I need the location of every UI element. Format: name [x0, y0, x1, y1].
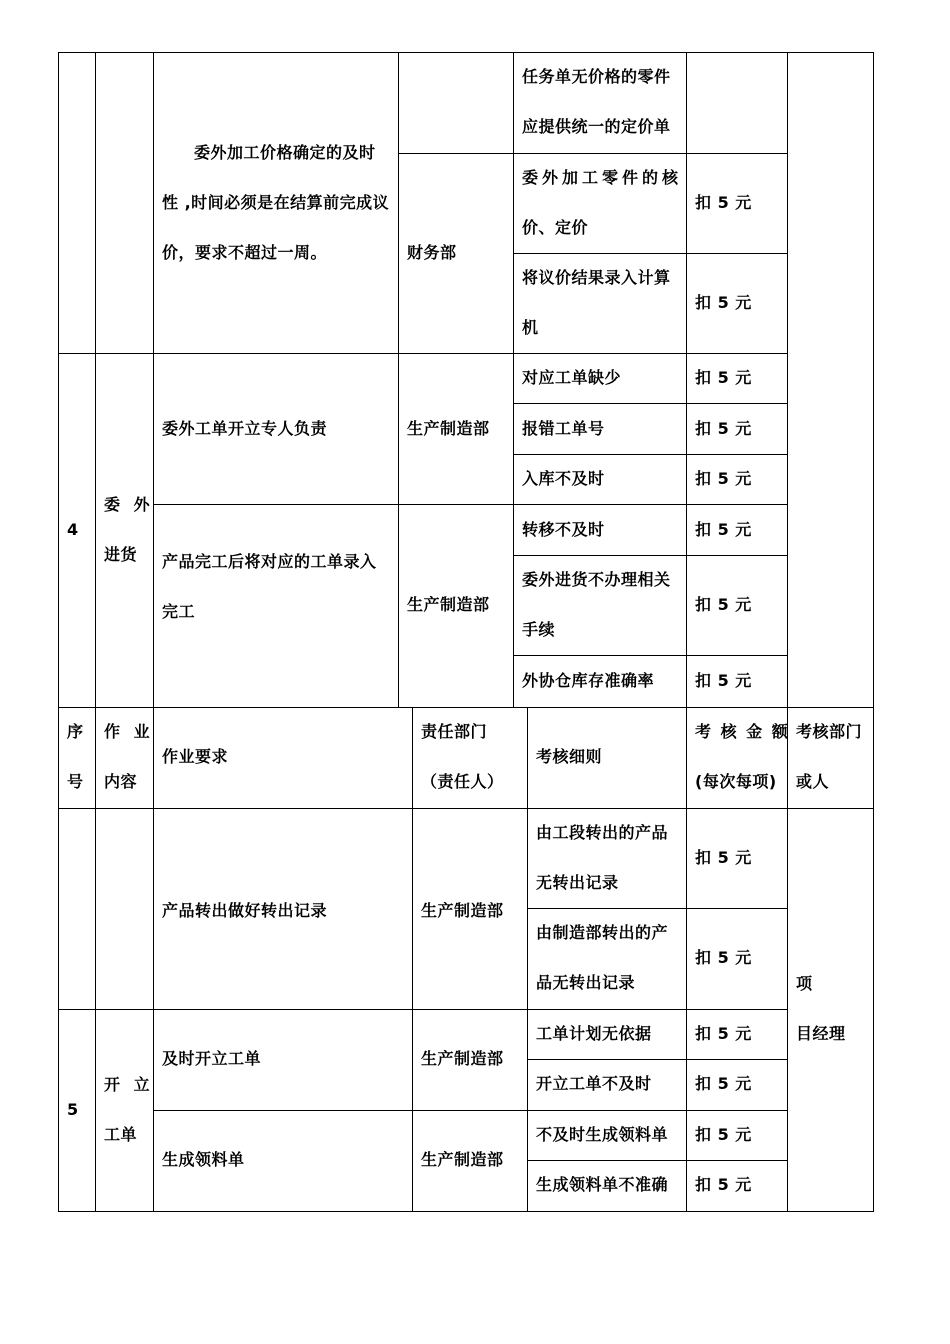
header-amount: (每次每项)	[695, 772, 777, 791]
detail-text: 外协仓库存准确率	[522, 671, 655, 690]
detail-text: 生成领料单不准确	[536, 1175, 669, 1194]
amount-text: 扣 5 元	[695, 193, 752, 212]
requirement-text: 价，要求不超过一周。	[162, 243, 328, 262]
section-number: 4	[67, 520, 79, 539]
header-department: 责任部门	[421, 722, 488, 741]
department-text: 财务部	[407, 243, 457, 262]
requirement-text: 产品完工后将对应的工单录入	[162, 552, 377, 571]
detail-text: 工单计划无依据	[536, 1024, 652, 1043]
amount-text: 扣 5 元	[695, 1074, 752, 1093]
detail-text: 无转出记录	[536, 873, 619, 892]
amount-text: 扣 5 元	[695, 368, 752, 387]
header-content: 作 业	[104, 722, 154, 741]
detail-text: 不及时生成领料单	[536, 1125, 669, 1144]
section-content: 委 外	[104, 495, 154, 514]
detail-text: 价、定价	[522, 218, 589, 237]
amount-text: 扣 5 元	[695, 595, 752, 614]
detail-text: 委外加工零件的核	[522, 168, 683, 187]
amount-text: 扣 5 元	[695, 469, 752, 488]
detail-text: 开立工单不及时	[536, 1074, 652, 1093]
header-assessor: 或人	[796, 772, 830, 791]
requirement-text: 生成领料单	[162, 1150, 245, 1169]
department-text: 生产制造部	[421, 901, 504, 920]
detail-text: 手续	[522, 620, 556, 639]
department-text: 生产制造部	[421, 1049, 504, 1068]
department-text: 生产制造部	[421, 1150, 504, 1169]
detail-text: 应提供统一的定价单	[522, 117, 671, 136]
header-detail: 考核细则	[536, 747, 603, 766]
detail-text: 入库不及时	[522, 469, 605, 488]
requirement-text: 产品转出做好转出记录	[162, 901, 328, 920]
detail-text: 机	[522, 318, 539, 337]
detail-text: 委外进货不办理相关	[522, 570, 671, 589]
detail-text: 报错工单号	[522, 419, 605, 438]
detail-text: 品无转出记录	[536, 973, 636, 992]
header-department: （责任人）	[421, 772, 504, 791]
header-requirement: 作业要求	[162, 747, 229, 766]
header-no: 序	[67, 722, 84, 741]
amount-text: 扣 5 元	[695, 419, 752, 438]
section-content: 进货	[104, 545, 138, 564]
detail-text: 由制造部转出的产	[536, 923, 669, 942]
detail-text: 转移不及时	[522, 520, 605, 539]
department-text: 生产制造部	[407, 419, 490, 438]
amount-text: 扣 5 元	[695, 671, 752, 690]
header-amount: 考 核 金 额	[695, 722, 790, 741]
detail-text: 对应工单缺少	[522, 368, 622, 387]
requirement-text: 委外加工价格确定的及时	[194, 143, 376, 162]
detail-text: 将议价结果录入计算	[522, 268, 671, 287]
header-no: 号	[67, 772, 84, 791]
section-number: 5	[67, 1100, 79, 1119]
amount-text: 扣 5 元	[695, 1125, 752, 1144]
requirement-text: 及时开立工单	[162, 1049, 262, 1068]
header-content: 内容	[104, 772, 138, 791]
amount-text: 扣 5 元	[695, 1175, 752, 1194]
assessor-text: 目经理	[796, 1024, 846, 1043]
amount-text: 扣 5 元	[695, 520, 752, 539]
section-content: 工单	[104, 1125, 138, 1144]
amount-text: 扣 5 元	[695, 1024, 752, 1043]
requirement-text: 委外工单开立专人负责	[162, 419, 328, 438]
amount-text: 扣 5 元	[695, 293, 752, 312]
detail-text: 由工段转出的产品	[536, 823, 669, 842]
assessor-text: 项	[796, 974, 813, 993]
amount-text: 扣 5 元	[695, 948, 752, 967]
header-assessor: 考核部门	[796, 722, 863, 741]
requirement-text: 完工	[162, 602, 196, 621]
department-text: 生产制造部	[407, 595, 490, 614]
amount-text: 扣 5 元	[695, 848, 752, 867]
requirement-text: 性 ,时间必须是在结算前完成议	[162, 193, 390, 212]
section-content: 开 立	[104, 1075, 154, 1094]
detail-text: 任务单无价格的零件	[522, 67, 671, 86]
